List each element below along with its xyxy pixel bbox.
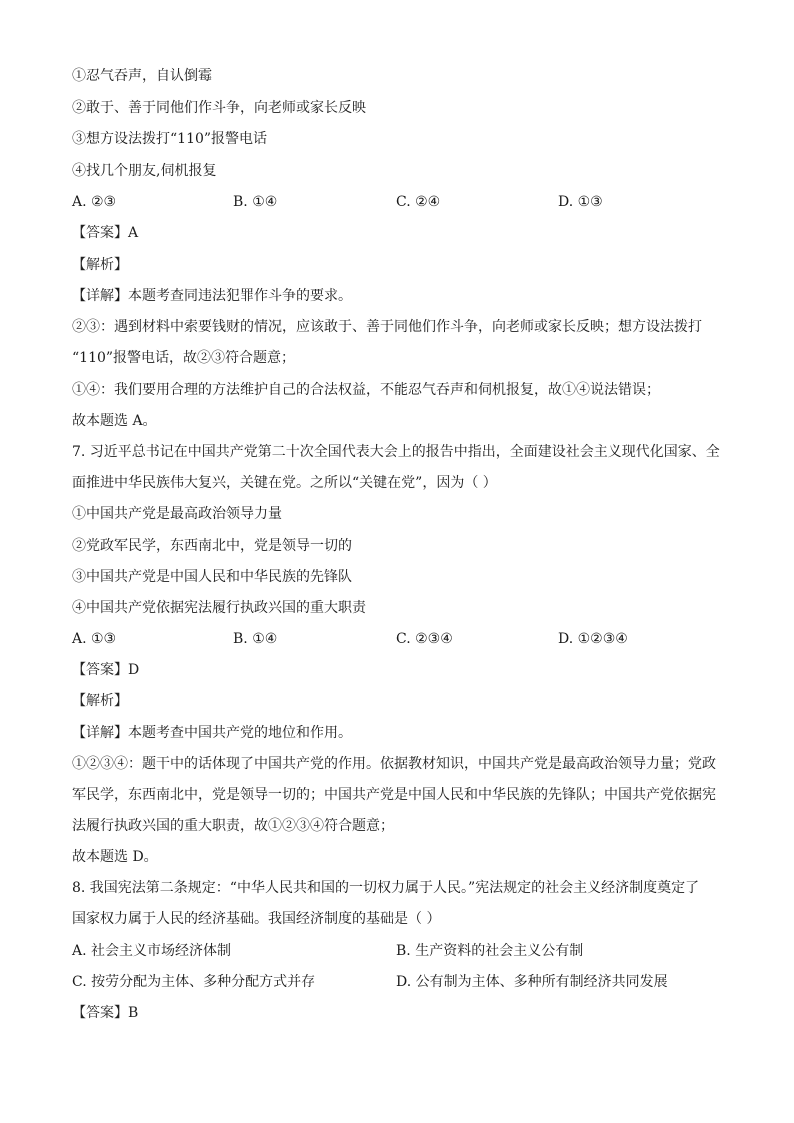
q7-answer: 【答案】D <box>72 662 140 678</box>
q7-option-a: A. ①③ <box>72 631 117 647</box>
q7-stem-line-2: 面推进中华民族伟大复兴，关键在党。之所以“关键在党”，因为（ ） <box>72 475 497 491</box>
q8-stem-line-1: 8. 我国宪法第二条规定：“中华人民共和国的一切权力属于人民。”宪法规定的社会主义经济制度奠定了 <box>72 880 700 896</box>
q6-explain-line-4: 故本题选 A。 <box>72 413 157 429</box>
q7-item-3: ③中国共产党是中国人民和中华民族的先锋队 <box>72 569 352 585</box>
q6-item-4: ④找几个朋友,伺机报复 <box>72 163 217 179</box>
q7-item-1: ①中国共产党是最高政治领导力量 <box>72 506 282 522</box>
q8-option-c: C. 按劳分配为主体、多种分配方式并存 <box>72 974 316 990</box>
q7-option-c: C. ②③④ <box>396 631 453 647</box>
q7-stem-line-1: 7. 习近平总书记在中国共产党第二十次全国代表大会上的报告中指出，全面建设社会主义现代化国家、全 <box>72 444 720 460</box>
q6-explain-line-1: ②③：遇到材料中索要钱财的情况，应该敢于、善于同他们作斗争，向老师或家长反映；想方设法拨打 <box>72 319 702 335</box>
q6-option-a: A. ②③ <box>72 194 117 210</box>
q8-stem-line-2: 国家权力属于人民的经济基础。我国经济制度的基础是（ ） <box>72 911 441 927</box>
q6-explain-line-2: “110”报警电话，故②③符合题意； <box>72 350 296 366</box>
q6-answer: 【答案】A <box>72 225 139 241</box>
q7-explain-line-2: 军民学，东西南北中，党是领导一切的；中国共产党是中国人民和中华民族的先锋队；中国共产党依据宪 <box>72 787 716 803</box>
q6-option-c: C. ②④ <box>396 194 441 210</box>
q7-analysis-label: 【解析】 <box>72 693 128 709</box>
q7-item-2: ②党政军民学，东西南北中，党是领导一切的 <box>72 538 352 554</box>
q7-option-d: D. ①②③④ <box>558 631 628 647</box>
q8-option-b: B. 生产资料的社会主义公有制 <box>396 943 584 959</box>
q6-explain-line-3: ①④：我们要用合理的方法维护自己的合法权益，不能忍气吞声和伺机报复，故①④说法错误； <box>72 382 660 398</box>
q6-item-1: ①忍气吞声，自认倒霉 <box>72 68 212 84</box>
q8-option-d: D. 公有制为主体、多种所有制经济共同发展 <box>396 974 668 990</box>
q7-detail: 【详解】本题考查中国共产党的地位和作用。 <box>72 725 352 741</box>
q8-option-a: A. 社会主义市场经济体制 <box>72 943 232 959</box>
q6-detail: 【详解】本题考查同违法犯罪作斗争的要求。 <box>72 288 352 304</box>
q6-item-3: ③想方设法拨打“110”报警电话 <box>72 131 268 147</box>
q7-option-b: B. ①④ <box>233 631 278 647</box>
q6-item-2: ②敢于、善于同他们作斗争，向老师或家长反映 <box>72 100 366 116</box>
q7-explain-line-4: 故本题选 D。 <box>72 849 158 865</box>
q7-item-4: ④中国共产党依据宪法履行执政兴国的重大职责 <box>72 600 366 616</box>
q6-option-d: D. ①③ <box>558 194 603 210</box>
q6-option-b: B. ①④ <box>233 194 278 210</box>
q6-analysis-label: 【解析】 <box>72 257 128 273</box>
q8-answer: 【答案】B <box>72 1005 139 1021</box>
q7-explain-line-3: 法履行执政兴国的重大职责，故①②③④符合题意； <box>72 818 394 834</box>
q7-explain-line-1: ①②③④：题干中的话体现了中国共产党的作用。依据教材知识，中国共产党是最高政治领导力量；党政 <box>72 756 716 772</box>
